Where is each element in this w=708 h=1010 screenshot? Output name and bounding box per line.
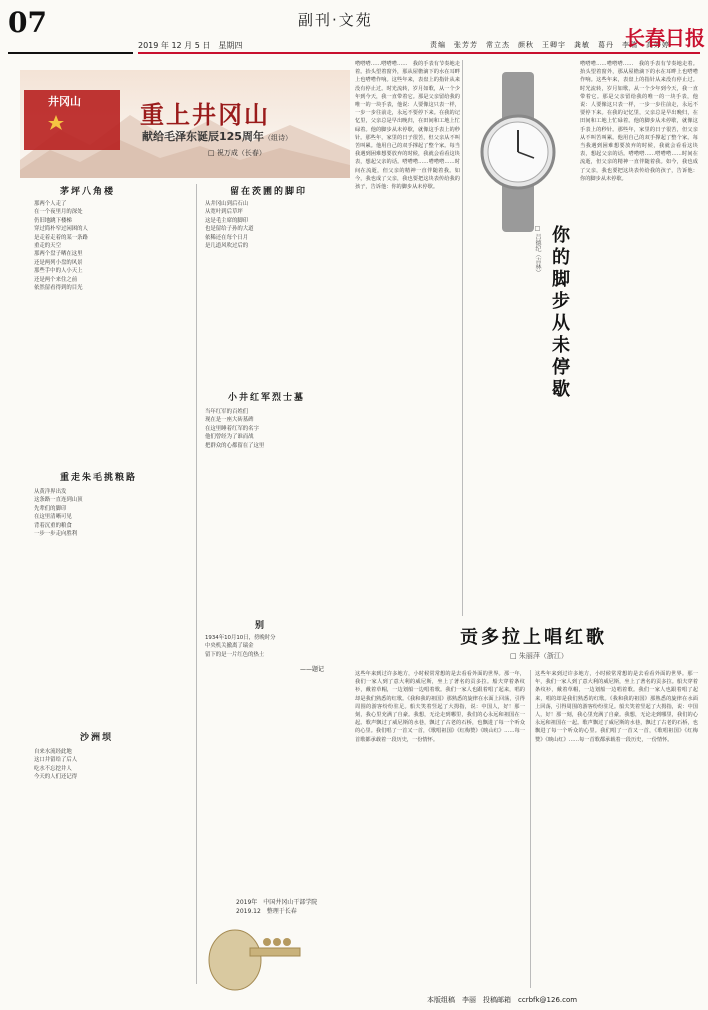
banner-caption: 井冈山 xyxy=(48,95,81,108)
header-rule xyxy=(138,52,700,54)
poem-line: 在这里睡着红军的名字 xyxy=(205,425,259,432)
poem-line: 从井冈山到后石山 xyxy=(205,201,249,207)
poem-line: 中央机关撤离了瑞金 xyxy=(205,643,254,650)
poem-line: 依稀还在每个日月 xyxy=(205,234,249,241)
poem-body-4 xyxy=(34,488,134,688)
poem-line: 今天的人们还记得 xyxy=(34,774,78,781)
poem-line: 重走的天空 xyxy=(34,243,61,250)
poem-line: 是走着走着的某一条路 xyxy=(34,234,88,241)
poem-line: 穿过简朴窄过闲困的人 xyxy=(34,226,88,233)
poem-heading-5: 别 xyxy=(255,621,267,631)
poem-line: 现在是一座大砖墓碑 xyxy=(205,417,254,424)
poem-line: 一步一步走向胜利 xyxy=(34,531,78,538)
poem-closing-line: 2019.12 整理于长春 xyxy=(236,908,297,915)
poem-line: 这口井留给了后人 xyxy=(34,757,78,764)
wristwatch-illustration xyxy=(472,72,564,232)
poem-line: 先辈们的脚印 xyxy=(34,505,67,512)
column-divider xyxy=(462,60,463,616)
poem-line: 依然留看得到的目光 xyxy=(34,285,83,292)
poem-heading-2: 留在茨圃的脚印 xyxy=(230,187,308,197)
poem-line: 也是留给子孙的大道 xyxy=(205,226,254,233)
section-title: 副刊·文苑 xyxy=(298,11,373,29)
poem-line: 1934年10月10日，傍晚时分 xyxy=(205,635,276,641)
editors-line: 责编 张芳芳 常立杰 颜秋 王卿宇 龚敏 葛丹 李瑞 高婷婷 xyxy=(430,41,670,49)
poem-line: 他们曾经为了谁而战 xyxy=(205,434,254,441)
footer-editor-line: 本版组稿 李丽 投稿邮箱 ccrbfk@126.com xyxy=(427,996,578,1004)
poem-line: 这条路一直连到山顶 xyxy=(34,497,83,504)
poem-line: 把群众的心都留在了这里 xyxy=(205,442,265,449)
issue-date: 2019 年 12 月 5 日 星期四 xyxy=(138,41,243,50)
poem-line: 留下的是一片红色的热土 xyxy=(205,651,265,658)
poem-line: 从黄洋界出发 xyxy=(34,489,67,495)
article2-title: 贡多拉上唱红歌 xyxy=(460,627,607,648)
poem-heading-1: 茅坪八角楼 xyxy=(60,187,116,197)
article2-author: □ 朱丽萍（浙江） xyxy=(510,652,568,660)
column-divider xyxy=(196,184,197,984)
poem-line: 背着沉重的粮食 xyxy=(34,522,72,529)
article1-author: □ 吕德纪（吉林） xyxy=(534,225,541,276)
poem-closing xyxy=(236,898,317,916)
poem-heading-3: 小井红军烈士墓 xyxy=(228,393,306,403)
poem-line: 这是毛主席的脚印 xyxy=(205,217,249,224)
newspaper-logo: 长春日报 xyxy=(625,26,705,50)
poem-heading-6: 沙洲坝 xyxy=(80,733,114,743)
feature-subtitle-text: 献给毛泽东诞辰125周年 xyxy=(142,130,264,143)
poem-body-2 xyxy=(205,200,315,380)
article1-title: 你的脚步从未停歇 xyxy=(549,225,570,401)
poem-line: 那两个盘子晒在这里 xyxy=(34,251,83,258)
poem-line: 当年红军的百姓们 xyxy=(205,409,249,415)
header-rule-left xyxy=(8,52,133,54)
poem-heading-4: 重走朱毛挑粮路 xyxy=(60,473,138,483)
poem-line: 吃水不忘挖井人 xyxy=(34,765,72,772)
feature-author: □ 祝万成（长春） xyxy=(208,149,266,157)
poem-line: 还是两个来住之前 xyxy=(34,276,78,283)
poem-body-3 xyxy=(205,408,315,588)
poem-line: 那两个人走了 xyxy=(34,201,67,207)
poem-line: 那些手中的人小天上 xyxy=(34,268,83,275)
column-divider xyxy=(530,670,531,988)
page-number: 07 xyxy=(8,6,47,39)
feature-subtitle-tag: （组诗） xyxy=(263,134,292,142)
feature-title: 重上井冈山 xyxy=(140,100,270,129)
poem-line: 在一个夜里月的深处 xyxy=(34,209,83,216)
poem-line: 自来水流经此地 xyxy=(34,749,72,755)
article2-body-col1: 这些年来到过许多地方，小时候常常想的是去看看外面的世界。那一年，我们一家人到了意大利的威尼斯，坐上了著名的贡多拉。船夫穿着条纹衫，戴着草帽，一边划船一边唱着歌。我们一家人也跟着唱了起来，唱的却是我们熟悉的红歌。《我和我的祖国》那熟悉的旋律在水面上回荡，引得周围的游客纷纷驻足。船夫笑着竖起了大拇指，说：中国人，好！那一刻，我心里充满了自豪。我想，无论走到哪里，我们的心永远和祖国在一起。歌声飘过了威尼斯的水巷，飘过了古老的石桥，也飘进了每一个听众的心里。我们唱了一首又一首，《歌唱祖国》《红梅赞》《映山红》……每一首歌都承载着一段历史，一份情怀。 xyxy=(355,671,525,743)
poem-line: 还是两列小盘的风景 xyxy=(34,259,83,266)
poem-source-note: ——题记 xyxy=(300,666,325,673)
article1-body-col2: 嗒嗒嗒……嗒嗒嗒…… 我的手表有节奏地走着。抬头望着窗外，那从屋檐滴下的水在耳畔上也嗒嗒作响。这些年来，表盘上的指针从来没有停止过。时光流转，岁月如歌，从一个少年到今天，我一直带着它。那是父亲留给我的唯一的一块手表，他说：人要像这只表一样，一步一步往前走，永远不要停下来。在我的记忆里，父亲总是早出晚归，在田间和工地上忙碌着。他的脚步从未停歇，就像这手表上的秒针。那些年，家里的日子很苦，但父亲从不叫苦叫累。他用自己的双手撑起了整个家。每当我遇到困难想要放弃的时候，我就会看看这块表，想起父亲的话。嗒嗒嗒……嗒嗒嗒……时间在流逝，但父亲的精神一直伴随着我。如今，我也成了父亲，我也要把这块表传给我的孩子，告诉他：你的脚步从未停歇。 xyxy=(580,61,698,182)
poem-body-1 xyxy=(34,200,134,360)
poem-line: 从宽叶到后草坪 xyxy=(205,209,243,216)
feature-subtitle xyxy=(142,128,292,144)
article2-body-col2: 这些年来到过许多地方，小时候常常想的是去看看外面的世界。那一年，我们一家人到了意大利的威尼斯，坐上了著名的贡多拉。船夫穿着条纹衫，戴着草帽，一边划船一边唱着歌。我们一家人也跟着唱了起来，唱的却是我们熟悉的红歌。《我和我的祖国》那熟悉的旋律在水面上回荡，引得周围的游客纷纷驻足。船夫笑着竖起了大拇指，说：中国人，好！那一刻，我心里充满了自豪。我想，无论走到哪里，我们的心永远和祖国在一起。歌声飘过了威尼斯的水巷，飘过了古老的石桥，也飘进了每一个听众的心里。我们唱了一首又一首，《歌唱祖国》《红梅赞》《映山红》……每一首歌都承载着一段历史，一份情怀。 xyxy=(535,671,698,743)
poem-line: 仍旧地跳下楼梯 xyxy=(34,217,72,224)
poem-body-6 xyxy=(34,748,134,968)
poem-closing-line: 2019年 中国井冈山干部学院 xyxy=(236,899,318,906)
poem-line: 在这里清晰可见 xyxy=(34,514,72,521)
article1-body-col1: 嗒嗒嗒……嗒嗒嗒…… 我的手表有节奏地走着。抬头望着窗外，那从屋檐滴下的水在耳畔上也嗒嗒作响。这些年来，表盘上的指针从来没有停止过。时光流转，岁月如歌，从一个少年到今天，我一直带着它。那是父亲留给我的唯一的一块手表，他说：人要像这只表一样，一步一步往前走，永远不要停下来。在我的记忆里，父亲总是早出晚归，在田间和工地上忙碌着。他的脚步从未停歇，就像这手表上的秒针。那些年，家里的日子很苦，但父亲从不叫苦叫累。他用自己的双手撑起了整个家。每当我遇到困难想要放弃的时候，我就会看看这块表，想起父亲的话。嗒嗒嗒……嗒嗒嗒……时间在流逝，但父亲的精神一直伴随着我。如今，我也成了父亲，我也要把这块表传给我的孩子，告诉他：你的脚步从未停歇。 xyxy=(355,61,460,191)
poem-line: 是几道风吹过后的 xyxy=(205,243,249,250)
